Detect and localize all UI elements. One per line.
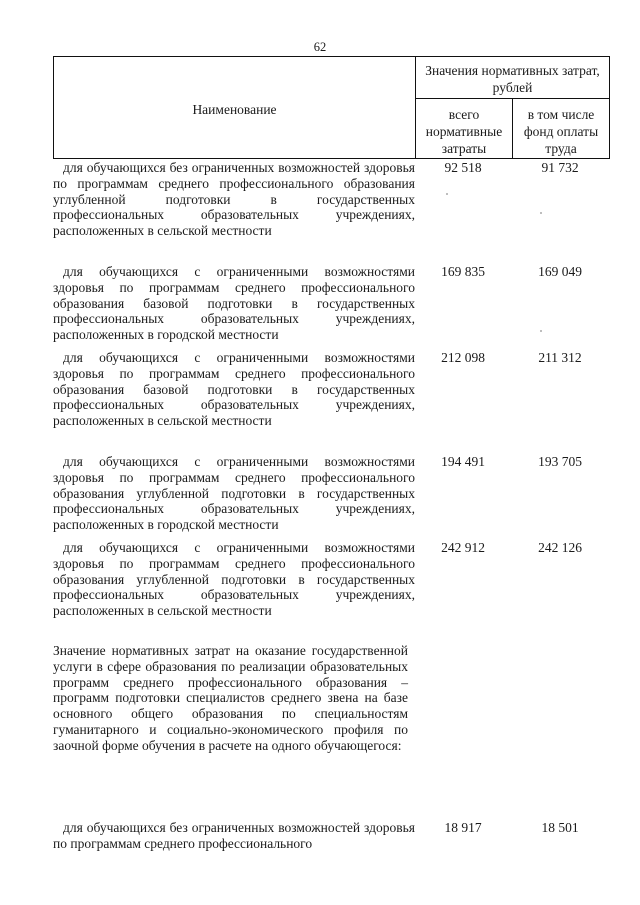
scan-speck	[540, 330, 542, 332]
table-header	[53, 56, 610, 159]
header-border-top	[53, 56, 610, 57]
row-fund: 91 732	[541, 160, 579, 175]
scan-speck	[540, 212, 542, 214]
row-description: для обучающихся с ограниченными возможностями здоровья по программам среднего профессионального образования углубленной подготовки в государственных профессиональных образовательных учреждениях, расположенных в городской местности	[53, 454, 415, 533]
row-description: для обучающихся с ограниченными возможностями здоровья по программам среднего профессионального образования углубленной подготовки в государственных профессиональных образовательных учреждениях, расположенных в сельской местности	[53, 540, 415, 619]
row-description: для обучающихся с ограниченными возможностями здоровья по программам среднего профессионального образования базовой подготовки в государственных профессиональных образовательных учреждениях, расположенных в сельской местности	[53, 350, 415, 429]
row-total: 212 098	[441, 350, 485, 365]
header-values-title: Значения нормативных затрат, рублей	[425, 63, 600, 95]
scan-speck	[446, 193, 448, 195]
row-description: для обучающихся без ограниченных возможностей здоровья по программам среднего профессионального	[53, 820, 415, 851]
row-total: 169 835	[441, 264, 485, 279]
header-col-fund: в том числе фонд оплаты труда	[523, 107, 599, 156]
page-number: 62	[313, 40, 327, 54]
row-fund: 242 126	[538, 540, 582, 555]
row-fund: 193 705	[538, 454, 582, 469]
row-total: 242 912	[441, 540, 485, 555]
header-divider-subheader	[415, 98, 610, 99]
row-fund: 211 312	[538, 350, 582, 365]
row-description: для обучающихся с ограниченными возможностями здоровья по программам среднего профессионального образования базовой подготовки в государственных профессиональных образовательных учреждениях, расположенных в городской местности	[53, 264, 415, 343]
row-total: 194 491	[441, 454, 485, 469]
header-name: Наименование	[192, 102, 277, 117]
row-fund: 169 049	[538, 264, 582, 279]
row-fund: 18 501	[541, 820, 579, 835]
row-description: для обучающихся без ограниченных возможностей здоровья по программам среднего профессионального образования углубленной подготовки в государственных профессиональных образовательных учреждениях, расположенных в сельской местности	[53, 160, 415, 239]
section-description: Значение нормативных затрат на оказание государственной услуги в сфере образования по реализации образовательных программ среднего профессионального образования – программ подготовки специалистов среднего звена на базе основного общего образования по специальностям гуманитарного и социально-экономического профиля по заочной форме обучения в расчете на одного обучающегося:	[53, 643, 408, 753]
row-total: 92 518	[444, 160, 482, 175]
header-col-total: всего нормативные затраты	[425, 107, 503, 156]
row-total: 18 917	[444, 820, 482, 835]
header-border-bottom	[53, 158, 610, 159]
header-border-right	[609, 56, 610, 159]
